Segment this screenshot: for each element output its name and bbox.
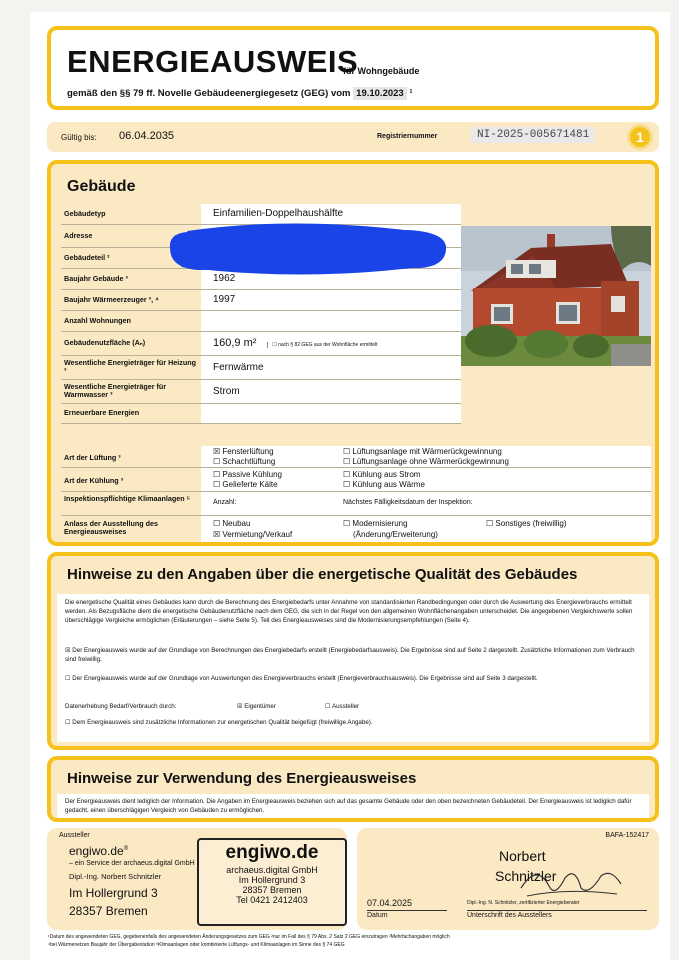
title-box [47, 26, 659, 110]
signature-box [357, 828, 659, 930]
signature-name-1: Norbert [499, 848, 546, 864]
usage-body [57, 794, 649, 818]
options-block [61, 446, 651, 542]
house-photo [461, 226, 651, 366]
cool-passive-text: Passive Kühlung [222, 470, 282, 479]
hints-paragraph-2-text: Der Energieausweis wurde auf der Grundlage von Berechnungen des Energiebedarfs erstellt (Energiebedarfsausweis). Die Ergebnisse sind auf Seite 2 dargestellt. Zusätzliche Informationen zum Verbrauch sind freiwillig. [65, 647, 635, 663]
cool-heat-text: Kühlung aus Wärme [352, 480, 425, 489]
hints-paragraph-2: ☒ Der Energieausweis wurde auf der Grundlage von Berechnungen des Energiebedarfs erstellt (Energiebedarfsausweis). Die Ergebnisse sind auf Seite 2 dargestellt. Zusätzliche Informationen zum Verbrauch sind freiwillig. [65, 647, 635, 663]
cooling-label: Art der Kühlung ³ [61, 468, 201, 492]
vent-recovery-option[interactable]: ☐ Lüftungsanlage mit Wärmerückgewinnung [343, 447, 502, 456]
cool-passive-option[interactable]: ☐ Passive Kühlung [213, 470, 282, 479]
renewables-label: Erneuerbare Energien [61, 403, 201, 423]
company-stamp [197, 838, 347, 926]
issuer-name [69, 844, 128, 858]
signature-label: Unterschrift des Ausstellers [467, 910, 647, 919]
area-value: 160,9 m² [213, 337, 257, 349]
reason-new-option[interactable]: ☐ Neubau [213, 519, 251, 528]
address-label: Adresse [61, 224, 201, 247]
signature-name-2: Schnitzler [495, 868, 557, 884]
data-owner-text: Eigentümer [244, 703, 276, 710]
date-label: Datum [367, 910, 447, 919]
stamp-line-1: archaeus.digital GmbH [226, 865, 318, 875]
cool-electric-text: Kühlung aus Strom [352, 470, 421, 479]
heater-year-label: Baujahr Wärmeerzeuger ³, ⁴ [61, 289, 201, 310]
stamp-line-3: 28357 Bremen [242, 885, 302, 895]
issuer-name-text: engiwo.de [69, 844, 124, 858]
reason-modern-text: Modernisierung [352, 519, 408, 528]
vent-norecovery-option[interactable]: ☐ Lüftungsanlage ohne Wärmerückgewinnung [343, 457, 509, 466]
hints-paragraph-4-text: Dem Energieausweis sind zusätzliche Informationen zur energetischen Qualität beigefügt (freiwillige Angabe). [72, 719, 373, 726]
issuer-box [47, 828, 347, 930]
registration-number: NI-2025-005671481 [471, 127, 595, 143]
ventilation-options [201, 446, 651, 468]
renewables-value [201, 403, 461, 423]
law-date: 19.10.2023 [353, 87, 407, 100]
type-label: Gebäudetyp [61, 204, 201, 224]
stamp-line-2: Im Hollergrund 3 [238, 875, 306, 885]
issuer-city: 28357 Bremen [69, 904, 148, 918]
reason-modern-option[interactable]: ☐ Modernisierung [343, 519, 408, 528]
issuer-person: Dipl.-Ing. Norbert Schnitzler [69, 872, 162, 881]
heater-year-value: 1997 [201, 289, 461, 310]
usage-text: Der Energieausweis dient lediglich der Information. Die Angaben im Energieausweis beziehen sich auf das gesamte Gebäude oder den oben bezeichneten Gebäudeteil. Der Energieausweis ist lediglich dafür gedacht, einen überschlägigen Vergleich von Gebäuden zu ermöglichen. [65, 798, 632, 814]
data-issuer-text: Aussteller [331, 703, 360, 710]
year-value: 1962 [201, 268, 461, 289]
area-cell [201, 331, 461, 355]
address-redaction [158, 218, 454, 280]
footnote-line-1: ¹Datum des angewendeten GEG, gegebenenfalls des angewendeten Änderungsgesetzes zum GEG ²nur im Fall des § 79 Abs. 2 Satz 2 GEG einzutragen ³Mehrfachangaben möglich [48, 934, 450, 940]
vent-shaft-option[interactable]: ☐ Schachtlüftung [213, 457, 276, 466]
usage-title: Hinweise zur Verwendung des Energieausweises [67, 770, 417, 787]
units-value [201, 310, 461, 331]
type-value: Einfamilien-Doppelhaushälfte [201, 204, 461, 224]
document-subtitle: für Wohngebäude [343, 66, 420, 76]
stamp-line-4: Tel 0421 2412403 [236, 895, 308, 905]
certificate-page [30, 12, 670, 960]
hints-body [57, 594, 649, 742]
reason-rent-option[interactable]: ☒ Vermietung/Verkauf [213, 530, 293, 539]
cool-heat-option[interactable]: ☐ Kühlung aus Wärme [343, 480, 425, 489]
issuer-name-sup: ® [123, 846, 129, 852]
vent-norecovery-text: Lüftungsanlage ohne Wärmerückgewinnung [352, 457, 509, 466]
cool-electric-option[interactable]: ☐ Kühlung aus Strom [343, 470, 421, 479]
law-note: ¹ [409, 88, 413, 99]
reason-rent-text: Vermietung/Verkauf [222, 530, 293, 539]
hints-paragraph-1: Die energetische Qualität eines Gebäudes kann durch die Berechnung des Energiebedarfs unter Annahme von standardisierten Randbedingungen oder durch die Auswertung des Energieverbrauchs ermittelt werden. Als Bezugsfläche dient die energetische Gebäudenutzfläche nach dem GEG, die sich in der Regel von den allgemeinen Wohnflächenangaben unterscheidet. Die angegebenen Vergleichswerte sollen überschlägige Vergleiche ermöglichen (Erläuterungen – siehe Seite 5). Teil des Energieausweises sind die Modernisierungsempfehlungen (Seite 4). [65, 599, 633, 624]
usage-section [47, 756, 659, 822]
data-issuer-option[interactable]: ☐ Aussteller [325, 703, 360, 710]
vent-recovery-text: Lüftungsanlage mit Wärmerückgewinnung [352, 447, 502, 456]
inspection-values [201, 492, 651, 516]
document-title: ENERGIEAUSWEIS [67, 44, 359, 79]
building-title: Gebäude [67, 178, 136, 195]
reason-other-option[interactable]: ☐ Sonstiges (freiwillig) [486, 519, 567, 528]
inspection-next: Nächstes Fälligkeitsdatum der Inspektion: [343, 499, 473, 506]
ventilation-label: Art der Lüftung ³ [61, 446, 201, 468]
valid-until-value: 06.04.2035 [119, 130, 175, 142]
hints-paragraph-3: ☐ Der Energieausweis wurde auf der Grundlage von Auswertungen des Energieverbrauchs erstellt (Energieverbrauchsausweis). Die Ergebnisse sind auf Seite 3 dargestellt. [65, 675, 538, 682]
water-carrier-label: Wesentliche Energieträger für Warmwasser ³ [61, 379, 201, 403]
valid-until-label: Gültig bis: [61, 133, 97, 142]
issue-date: 07.04.2025 [367, 898, 413, 908]
heating-carrier-value: Fernwärme [201, 355, 461, 379]
validity-bar [47, 122, 659, 152]
reason-new-text: Neubau [222, 519, 251, 528]
issuer-service: – ein Service der archaeus.digital GmbH [69, 860, 195, 867]
cooling-options [201, 468, 651, 492]
units-label: Anzahl Wohnungen [61, 310, 201, 331]
law-reference [67, 88, 413, 99]
house-photo-image [461, 226, 651, 366]
hints-section [47, 552, 659, 750]
law-prefix: gemäß den §§ 79 ff. Novelle Gebäudeenergiegesetz (GEG) vom [67, 88, 351, 99]
year-label: Baujahr Gebäude ³ [61, 268, 201, 289]
water-carrier-value: Strom [201, 379, 461, 403]
issuer-label: Aussteller [59, 832, 90, 839]
inspection-label: Inspektionspflichtige Klimaanlagen ⁵ [61, 492, 201, 516]
area-label: Gebäudenutzfläche (Aₙ) [61, 331, 201, 355]
issuer-street: Im Hollergrund 3 [69, 886, 158, 900]
data-owner-option[interactable]: ☒ Eigentümer [237, 703, 276, 710]
handwritten-signature [517, 858, 627, 902]
heating-carrier-label: Wesentliche Energieträger für Heizung ³ [61, 355, 201, 379]
area-note: ☐ nach § 82 GEG aus der Wohnfläche ermittelt [267, 342, 377, 348]
vent-shaft-text: Schachtlüftung [222, 457, 276, 466]
vent-window-text: Fensterlüftung [222, 447, 274, 456]
reason-other-text: Sonstiges (freiwillig) [495, 519, 567, 528]
footnote-line-2: ⁴bei Wärmenetzen Baujahr der Übergabestation ⁵Klimaanlagen oder kombinierte Lüftungs- und Klimaanlagen im Sinne des § 74 GEG [48, 942, 345, 948]
vent-window-option[interactable]: ☒ Fensterlüftung [213, 447, 274, 456]
page-number-badge: 1 [627, 124, 653, 150]
area-note-text: nach § 82 GEG aus der Wohnfläche ermittelt [278, 342, 378, 348]
reason-label: Anlass der Ausstellung des Energieausweises [61, 516, 201, 542]
registration-label: Registriernummer [377, 133, 438, 140]
hints-paragraph-4: ☐ Dem Energieausweis sind zusätzliche Informationen zur energetischen Qualität beigefügt (freiwillige Angabe). [65, 719, 373, 726]
stamp-title: engiwo.de [225, 842, 319, 863]
cool-delivered-option[interactable]: ☐ Gelieferte Kälte [213, 480, 278, 489]
reason-modern-sub: (Änderung/Erweiterung) [353, 530, 438, 539]
data-collection-label: Datenerhebung Bedarf/Verbrauch durch: [65, 703, 177, 710]
signature-title: Dipl.-Ing. N. Schnitzler, zertifizierter Energieberater [467, 900, 580, 906]
hints-title: Hinweise zu den Angaben über die energetische Qualität des Gebäudes [67, 566, 578, 583]
reason-options [201, 516, 651, 542]
cool-delivered-text: Gelieferte Kälte [222, 480, 278, 489]
hints-paragraph-3-text: Der Energieausweis wurde auf der Grundlage von Auswertungen des Energieverbrauchs erstellt (Energieverbrauchsausweis). Die Ergebnisse sind auf Seite 3 dargestellt. [72, 675, 538, 682]
bafa-number: BAFA-152417 [605, 832, 649, 839]
part-label: Gebäudeteil ² [61, 247, 201, 268]
inspection-count: Anzahl: [213, 499, 237, 506]
